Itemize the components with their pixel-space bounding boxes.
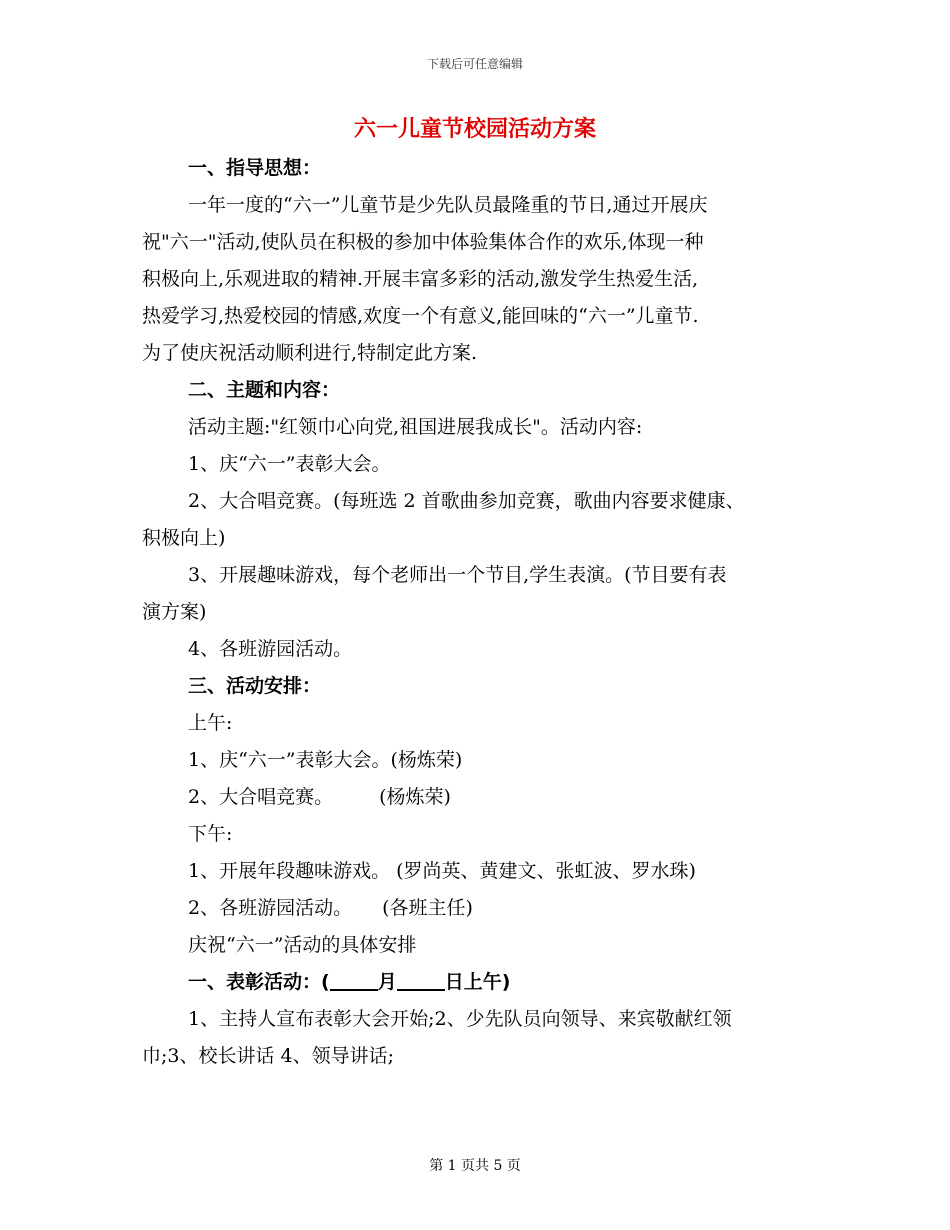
morning-item-1: 1、庆“六一”表彰大会。(杨炼荣) [188,749,463,771]
content-item-4: 4、各班游园活动。 [188,638,353,660]
paragraph-line: 积极向上,乐观进取的精神.开展丰富多彩的活动,激发学生热爱生活, [142,268,699,290]
morning-item-2-owner: (杨炼荣) [379,786,451,808]
content-item-3-cont: 演方案) [142,601,207,623]
header-note: 下载后可任意编辑 [426,57,523,71]
month-label: 月 [377,971,397,993]
content-item-2-cont: 积极向上) [142,527,226,549]
document-body [142,150,814,1075]
content-item-1: 1、庆“六一”表彰大会。 [188,453,391,475]
afternoon-label: 下午: [188,823,233,845]
page-footer: 第 1 页共 5 页 [429,1158,521,1174]
afternoon-item-2-owner: (各班主任) [382,897,473,919]
commendation-line-1: 1、主持人宣布表彰大会开始;2、少先队员向领导、来宾敬献红领 [188,1008,732,1030]
plan-title: 庆祝“六一”活动的具体安排 [188,934,417,956]
document-title: 六一儿童节校园活动方案 [353,117,596,142]
month-blank [330,969,378,991]
paragraph-line: 祝"六一"活动,使队员在积极的参加中体验集体合作的欢乐,体现一种 [142,231,704,253]
content-item-2: 2、大合唱竞赛。(每班选 2 首歌曲参加竞赛，歌曲内容要求健康、 [188,490,745,512]
theme-line: 活动主题:"红领巾心向党,祖国进展我成长"。活动内容: [188,416,643,438]
morning-label: 上午: [188,712,233,734]
day-blank [397,969,445,991]
commendation-prefix: 一、表彰活动：( [188,971,330,993]
morning-item-2 [142,779,814,816]
day-suffix: 日上午) [444,971,511,993]
paragraph-line: 一年一度的“六一”儿童节是少先队员最隆重的节日,通过开展庆 [188,194,708,216]
section-heading-guiding-thought: 一、指导思想： [188,157,322,179]
paragraph-line: 为了使庆祝活动顺利进行,特制定此方案. [142,342,478,364]
section-heading-commendation [142,964,814,1001]
afternoon-item-2 [142,890,814,927]
content-item-3: 3、开展趣味游戏，每个老师出一个节目,学生表演。(节目要有表 [188,564,727,586]
section-heading-schedule: 三、活动安排： [188,675,322,697]
paragraph-line: 热爱学习,热爱校园的情感,欢度一个有意义,能回味的“六一”儿童节. [142,305,699,327]
morning-item-2-text: 2、大合唱竞赛。 [188,786,334,808]
afternoon-item-1: 1、开展年段趣味游戏。 (罗尚英、黄建文、张虹波、罗水珠) [188,860,696,882]
afternoon-item-2-text: 2、各班游园活动。 [188,897,353,919]
section-heading-theme: 二、主题和内容： [188,379,341,401]
commendation-line-2: 巾;3、校长讲话 4、领导讲话; [142,1045,395,1067]
